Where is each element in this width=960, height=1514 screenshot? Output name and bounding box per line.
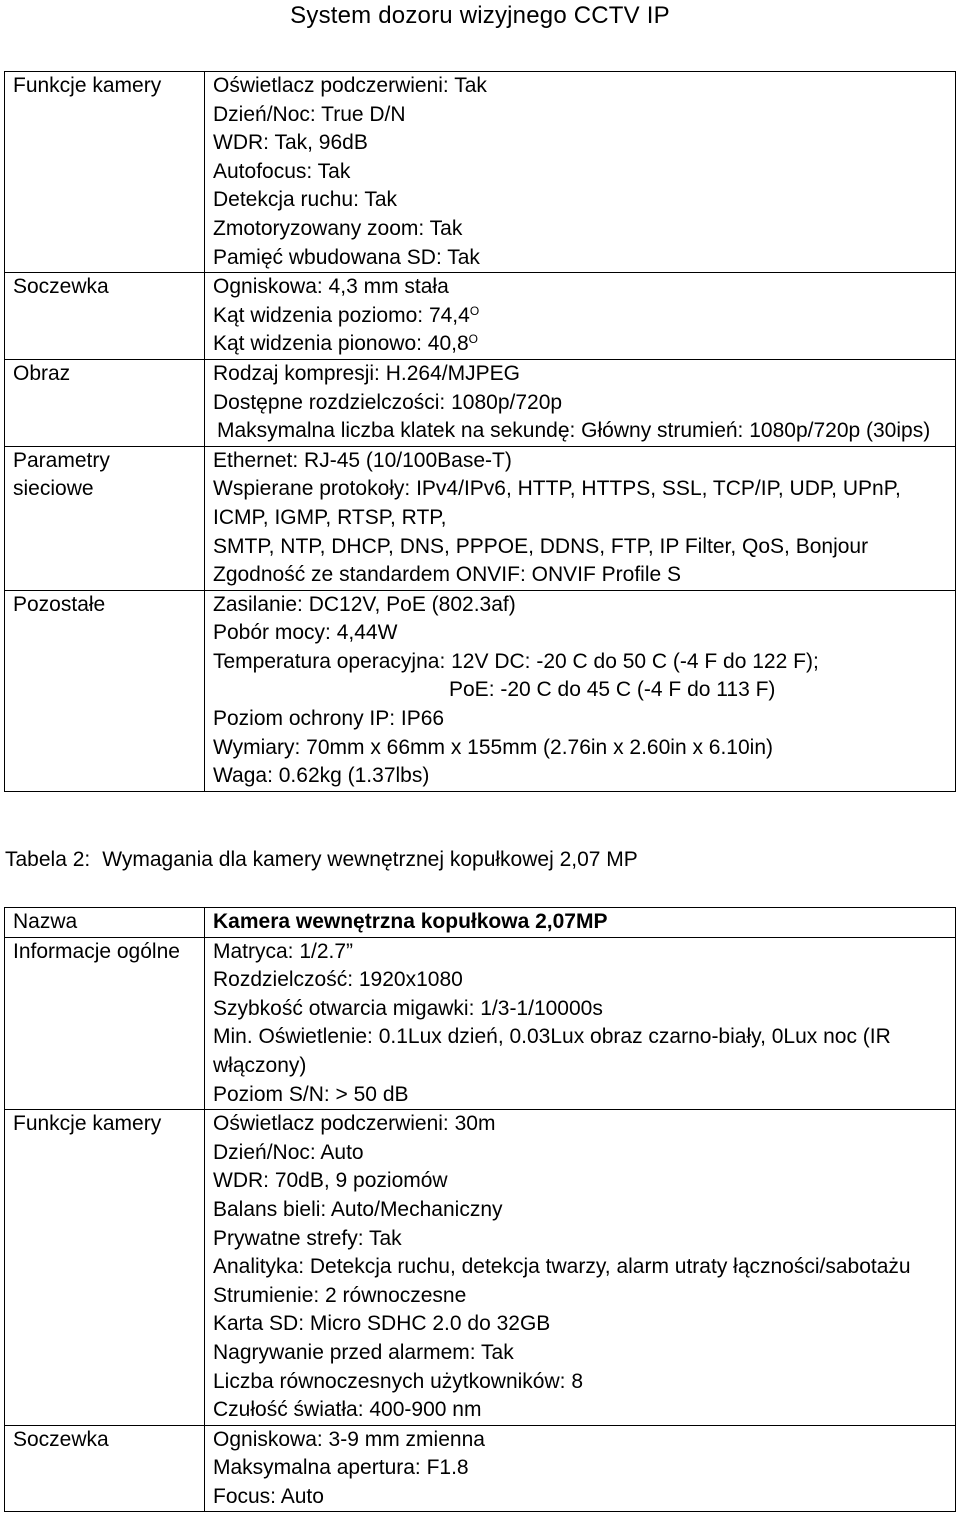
spec-line: Matryca: 1/2.7” — [213, 939, 354, 963]
table-row — [5, 1425, 956, 1512]
spec-line: Nagrywanie przed alarmem: Tak — [213, 1340, 514, 1364]
row-values — [205, 590, 956, 791]
spec-line: Prywatne strefy: Tak — [213, 1226, 402, 1250]
spec-line: Pamięć wbudowana SD: Tak — [213, 245, 480, 269]
table-row — [5, 937, 956, 1110]
row-values — [205, 1425, 956, 1512]
spec-line: WDR: Tak, 96dB — [213, 131, 368, 155]
table-row — [5, 1110, 956, 1426]
table-row — [5, 908, 956, 938]
row-label: Obraz — [5, 359, 205, 446]
spec-line: Min. Oświetlenie: 0.1Lux dzień, 0.03Lux obraz czarno-biały, 0Lux noc (IR włączony) — [213, 1025, 891, 1077]
degree-mark: O — [469, 303, 480, 318]
spec-line: Analityka: Detekcja ruchu, detekcja twarzy, alarm utraty łączności/sabotażu — [213, 1255, 911, 1279]
spec-line: Wspierane protokoły: IPv4/IPv6, HTTP, HTTPS, SSL, TCP/IP, UDP, UPnP, — [213, 477, 901, 501]
spec-line: Zasilanie: DC12V, PoE (802.3af) — [213, 592, 516, 616]
spec-line-text: Kąt widzenia pionowo: 40,8 — [213, 332, 469, 356]
row-label: Funkcje kamery — [5, 72, 205, 273]
table-row — [5, 72, 956, 273]
spec-line: Ethernet: RJ-45 (10/100Base-T) — [213, 448, 512, 472]
page-title: System dozoru wizyjnego CCTV IP — [290, 2, 670, 29]
table-row — [5, 446, 956, 590]
row-label: Soczewka — [5, 1425, 205, 1512]
degree-mark: O — [468, 332, 479, 347]
row-values — [205, 446, 956, 590]
spec-line: Rozdzielczość: 1920x1080 — [213, 968, 463, 992]
spec-line: WDR: 70dB, 9 poziomów — [213, 1169, 448, 1193]
row-label: Funkcje kamery — [5, 1110, 205, 1426]
spec-line: Oświetlacz podczerwieni: 30m — [213, 1112, 496, 1136]
spec-line — [213, 330, 947, 359]
spec-line: Maksymalna apertura: F1.8 — [213, 1456, 469, 1480]
spec-line: Temperatura operacyjna: 12V DC: -20 C do 50 C (-4 F do 122 F); — [213, 649, 819, 673]
spec-line: Focus: Auto — [213, 1484, 324, 1508]
spec-line: PoE: -20 C do 45 C (-4 F do 113 F) — [449, 678, 776, 702]
row-label: Soczewka — [5, 273, 205, 360]
spec-line — [213, 302, 947, 331]
spec-line: Dostępne rozdzielczości: 1080p/720p — [213, 390, 563, 414]
spec-line: Oświetlacz podczerwieni: Tak — [213, 74, 487, 97]
caption-text: Wymagania dla kamery wewnętrznej kopułkowej 2,07 MP — [102, 848, 638, 871]
table-row — [5, 359, 956, 446]
product-name: Kamera wewnętrzna kopułkowa 2,07MP — [213, 910, 608, 933]
row-label: Pozostałe — [5, 590, 205, 791]
spec-line: Ogniskowa: 4,3 mm stała — [213, 275, 449, 299]
row-values — [205, 937, 956, 1110]
row-values — [205, 1110, 956, 1426]
spec-line: Poziom S/N: > 50 dB — [213, 1082, 409, 1106]
spec-line: Balans bieli: Auto/Mechaniczny — [213, 1197, 503, 1221]
spec-line: Ogniskowa: 3-9 mm zmienna — [213, 1427, 485, 1451]
camera-spec-table-2 — [4, 907, 956, 1512]
table-caption — [5, 848, 638, 872]
spec-line: Liczba równoczesnych użytkowników: 8 — [213, 1369, 584, 1393]
spec-line: Rodzaj kompresji: H.264/MJPEG — [213, 361, 520, 385]
row-label-line: Parametry — [13, 448, 110, 472]
row-label: Informacje ogólne — [5, 937, 205, 1110]
spec-line: SMTP, NTP, DHCP, DNS, PPPOE, DDNS, FTP, IP Filter, QoS, Bonjour — [213, 534, 869, 558]
spec-line: Dzień/Noc: True D/N — [213, 102, 406, 126]
spec-line: Szybkość otwarcia migawki: 1/3-1/10000s — [213, 996, 603, 1020]
row-label: Nazwa — [5, 908, 205, 938]
row-values — [205, 908, 956, 938]
row-label — [5, 446, 205, 590]
row-values — [205, 359, 956, 446]
spec-line: Zgodność ze standardem ONVIF: ONVIF Profile S — [213, 563, 682, 587]
spec-line: Detekcja ruchu: Tak — [213, 188, 398, 212]
spec-line: Czułość światła: 400-900 nm — [213, 1398, 482, 1422]
table-row — [5, 273, 956, 360]
spec-line: Karta SD: Micro SDHC 2.0 do 32GB — [213, 1312, 551, 1336]
caption-prefix: Tabela 2: — [5, 848, 91, 871]
spec-line: Dzień/Noc: Auto — [213, 1140, 364, 1164]
spec-line: Pobór mocy: 4,44W — [213, 621, 398, 645]
spec-line: ICMP, IGMP, RTSP, RTP, — [213, 505, 447, 529]
row-label-line: sieciowe — [13, 477, 94, 501]
spec-line: Wymiary: 70mm x 66mm x 155mm (2.76in x 2.60in x 6.10in) — [213, 735, 773, 759]
spec-line: Waga: 0.62kg (1.37lbs) — [213, 764, 430, 788]
table-row — [5, 590, 956, 791]
spec-line-text: Kąt widzenia poziomo: 74,4 — [213, 303, 470, 327]
spec-line: Zmotoryzowany zoom: Tak — [213, 216, 463, 240]
spec-line: Strumienie: 2 równoczesne — [213, 1283, 467, 1307]
row-values — [205, 273, 956, 360]
spec-line: Autofocus: Tak — [213, 159, 351, 183]
row-values — [205, 72, 956, 273]
camera-spec-table-1 — [4, 71, 956, 792]
spec-line: Poziom ochrony IP: IP66 — [213, 707, 445, 731]
spec-line: Maksymalna liczba klatek na sekundę: Główny strumień: 1080p/720p (30ips) — [217, 419, 931, 443]
